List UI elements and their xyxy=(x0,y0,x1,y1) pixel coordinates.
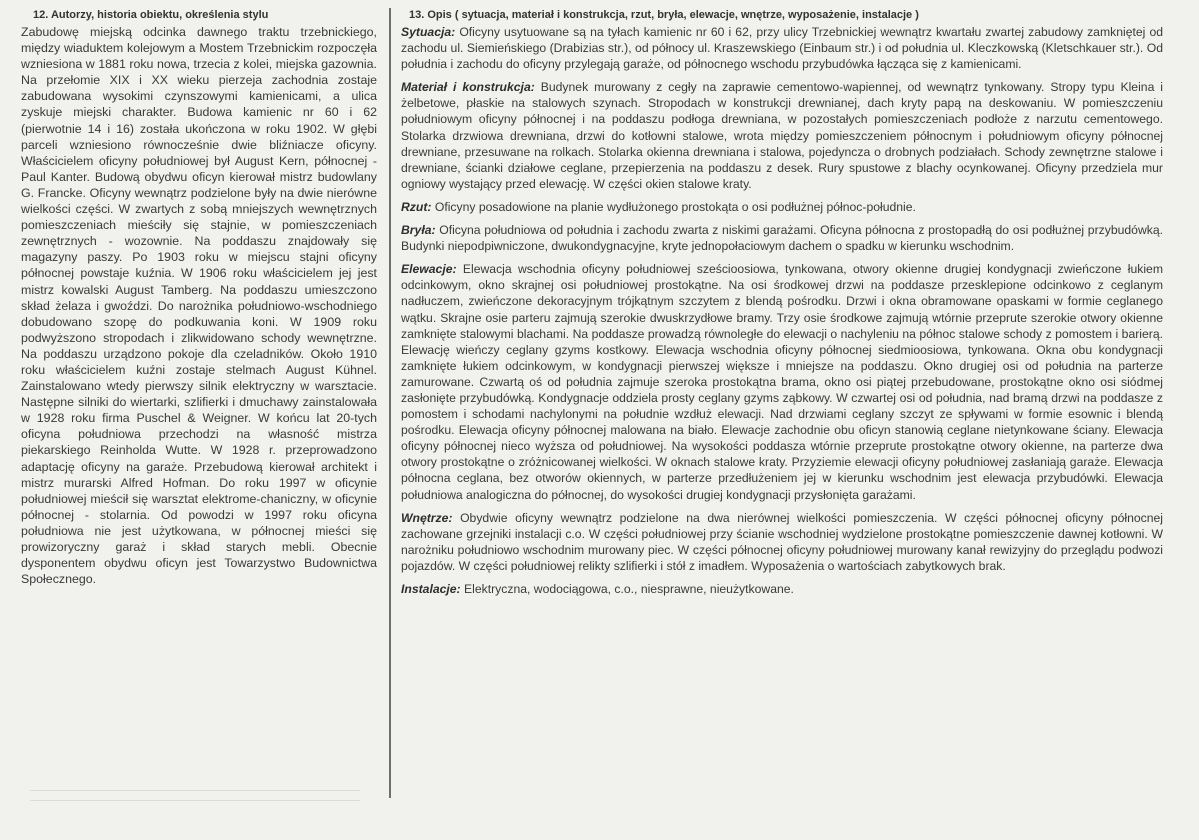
description-situation xyxy=(401,24,1163,72)
faint-line xyxy=(30,790,360,791)
description-massing xyxy=(401,222,1163,254)
installations-label: Instalacje: xyxy=(401,582,461,596)
interior-label: Wnętrze: xyxy=(401,510,453,525)
elevations-text: Elewacja wschodnia oficyny południowej sześcioosiowa, tynkowana, otwory okienne drugiej kondygnacji zwieńczone łukiem odcinkowym, okno skrajnej osi południowej prostokątne. Na osi środkowej drzwi na poddasze przesklepione odcinkowo z ceglanym nadłuczem, zwieńczone dekoracyjnym trójkątnym szczytem z blendą pośrodku. Drzwi i okna obramowane opaskami w formie ceglanego wątku. Skrajne osie parteru zajmują szerokie dwuskrzydłowe bramy. Trzy osie środkowe zajmują wtórnie przeprute szerokie otwory okienne zamknięte stalowymi blachami. Na poddasze prowadzą równoległe do elewacji o nachyleniu na północ stalowe schody z pomostem i barierą. Elewację wieńczy ceglany gzyms kostkowy. Elewacja wschodnia oficyny północnej siedmioosiowa, tynkowana. Okna obu kondygnacji zamknięte łukiem odcinkowym, w kondygnacji pierwszej większe i mniejsze na poddaszu. Okno drugiej osi od południa na parterze zamurowane. Czwartą oś od południa zajmuje szeroka prostokątna brama, okno osi piątej przebudowane, prostokątne okno osi siódmej zasłonięte przybudówką. Kondygnacje oddziela prosty ceglany gzyms ząbkowy. W czwartej osi od południa, nad bramą drzwi na poddasze z pomostem i schodami nachylonymi na południe wzdłuż elewacji. Nad drzwiami ceglany szczyt ze spływami w formie esownic i blendą pośrodku. Elewacja oficyny północnej malowana na biało. Elewacje zachodnie obu oficyn stanowią ceglane nietynkowane ściany. Elewacja oficyny północnej nieco wyższa od południowej. Na wysokości poddasza wtórnie przeprute prostokątne otwory okienne, na parterze dwa otwory prostokątne o zróżnicowanej wielkości. W oknach stalowe kraty. Przyziemie elewacji oficyny południowej zasłaniają garaże. Elewacja północna ceglana, bez otworów okiennych, w parterze przedłużeniem jej w kierunku wschodnim jest elewacja przybudówki. Elewacja południowa analogiczna do północnej, do wysokości drugiej kondygnacji przysłonięta garażami. xyxy=(401,262,1163,502)
section-12-heading: 12. Autorzy, historia obiektu, określenia stylu xyxy=(33,9,269,21)
right-column xyxy=(401,8,1163,604)
interior-text: Obydwie oficyny wewnątrz podzielone na dwa nierównej wielkości pomieszczenia. W części północnej oficyny północnej zachowane grzejniki instalacji c.o. W części południowej przy ścianie wschodniej wydzielone prostokątne pomieszczenie dawnej kotłowni. W narożniku południowo wschodnim murowany piec. W części północnej oficyny południowej murowany kanał rewizyjny do przeglądu podwozi pojazdów. W części południowej relikty szlifierki i stół z imadłem. Wyposażenia o wartościach zabytkowych brak. xyxy=(401,510,1163,573)
description-material xyxy=(401,79,1163,192)
faint-form-lines xyxy=(30,790,360,820)
description-installations xyxy=(401,581,1163,597)
left-column xyxy=(21,8,377,587)
section-13-heading: 13. Opis ( sytuacja, materiał i konstrukcja, rzut, bryła, elewacje, wnętrze, wyposażenie, instalacje ) xyxy=(409,9,919,21)
description-interior xyxy=(401,510,1163,574)
situation-text: Oficyny usytuowane są na tyłach kamienic nr 60 i 62, przy ulicy Trzebnickiej wewnątrz kwartału zwartej zabudowy zamkniętej od zachodu ul. Siemieńskiego (Drabizias str.), od północy ul. Kraszewskiego (Einbaum str.) i od południa ul. Kleczkowską (Kletschkauer str.). Od południa i zachodu do oficyny przylegają garaże, od północnego wschodu przybudówka łącząca się z kamienicami. xyxy=(401,25,1163,72)
history-text: Zabudowę miejską odcinka dawnego traktu trzebnickiego, między wiaduktem kolejowym a Mostem Trzebnickim rozpoczęła wzniesiona w 1881 roku nowa, trzecia z kolei, miejska gazownia. Na przełomie XIX i XX wieku pierzeja zachodnia zostaje zabudowana wysokimi czynszowymi kamienicami, a ulica zyskuje miejski charakter. Budowa kamienic nr 60 i 62 (pierwotnie 14 i 16) została ukończona w roku 1902. W głębi parceli wzniesiono równocześnie dwie bliźniacze oficyny. Właścicielem oficyny południowej był August Kern, północnej - Paul Kanter. Budową obydwu oficyn kierował mistrz budowlany G. Francke. Oficyny wewnątrz podzielone były na dwie nierówne wielkości części. W zwartych z sobą mniejszych wewnętrznych pomieszczeniach mieściły się stajnie, w pomieszczeniach zewnętrznych - wozownie. Na poddaszu znajdowały się magazyny paszy. Po 1903 roku w miejscu stajni oficyny północnej powstaje kuźnia. W 1906 roku właścicielem jej jest mistrz kowalski August Tamberg. Na poddaszu umieszczono skład żelaza i gwoździ. Do narożnika południowo-wschodniego dobudowano szopę do podkuwania koni. W 1909 roku podwyższono stropodach i zlikwidowano schody wewnętrzne. Na poddaszu urządzono pokoje dla czeladników. Około 1910 roku właścicielem kuźni zostaje stelmach August Kühnel. Zainstalowano wtedy pierwszy silnik elektryczny w warsztacie. Następne silniki do wiertarki, szlifierki i dmuchawy zainstalowała w 1928 roku firma Puschel & Weigner. W końcu lat 20-tych oficyna południowa przechodzi na własność mistrza piekarskiego Reinholda Wutte. W 1928 r. przeprowadzono adaptację oficyny na garaże. Przebudową kierował architekt i mistrz murarski Alfred Hofman. Do roku 1997 w oficynie południowej mieścił się warsztat elektrome-chaniczny, w oficynie północnej - stolarnia. Od powodzi w 1997 roku oficyna południowa nie jest użytkowana, w północnej mieści się prowizoryczny garaż i skład starych mebli. Obecnie dysponentem obydwu oficyn jest Towarzystwo Budownictwa Społecznego. xyxy=(21,25,377,587)
installations-text: Elektryczna, wodociągowa, c.o., niesprawne, nieużytkowane. xyxy=(464,582,794,596)
plan-label: Rzut: xyxy=(401,199,432,214)
faint-line xyxy=(30,800,360,801)
material-label: Materiał i konstrukcja: xyxy=(401,80,535,95)
massing-label: Bryła: xyxy=(401,223,436,238)
massing-text: Oficyna południowa od południa i zachodu zwarta z niskimi garażami. Oficyna północna z prostopadłą do osi podłużnej przybudówką. Budynki niepodpiwniczone, dwukondygnacyjne, kryte jednopołaciowym dachem o spadku w kierunku wschodnim. xyxy=(401,223,1164,254)
situation-label: Sytuacja: xyxy=(401,25,456,39)
elevations-label: Elewacje: xyxy=(401,262,457,277)
description-elevations xyxy=(401,261,1163,502)
description-plan xyxy=(401,199,1163,215)
plan-text: Oficyny posadowione na planie wydłużonego prostokąta o osi podłużnej północ-południe. xyxy=(434,199,916,214)
material-text: Budynek murowany z cegły na zaprawie cementowo-wapiennej, od wewnątrz tynkowany. Stropy typu Kleina i żelbetowe, płaskie na stalowych szynach. Stropodach w konstrukcji drewnianej, dach kryty papą na deskowaniu. W pomieszczeniu południowym oficyny północnej i na poddaszu podłoga drewniana, w pozostałych pomieszczeniach podłoże z narzutu cementowego. Stolarka drzwiowa drewniana, drzwi do kotłowni stalowe, wrota między pomieszczeniem północnym i południowym oficyny północnej drewniane, przesuwane na rolkach. Stolarka okienna drewniana i stalowa, pojedyncza o drobnych podziałach. Schody zewnętrzne stalowe i drewniane, ścianki działowe ceglane, przepierzenia na poddaszu z desek. Rury spustowe z blachy ocynkowanej. Oficyny przedziela mur ogniowy wystający przed elewację. W części okien stalowe kraty. xyxy=(401,80,1163,191)
column-divider xyxy=(389,8,391,798)
